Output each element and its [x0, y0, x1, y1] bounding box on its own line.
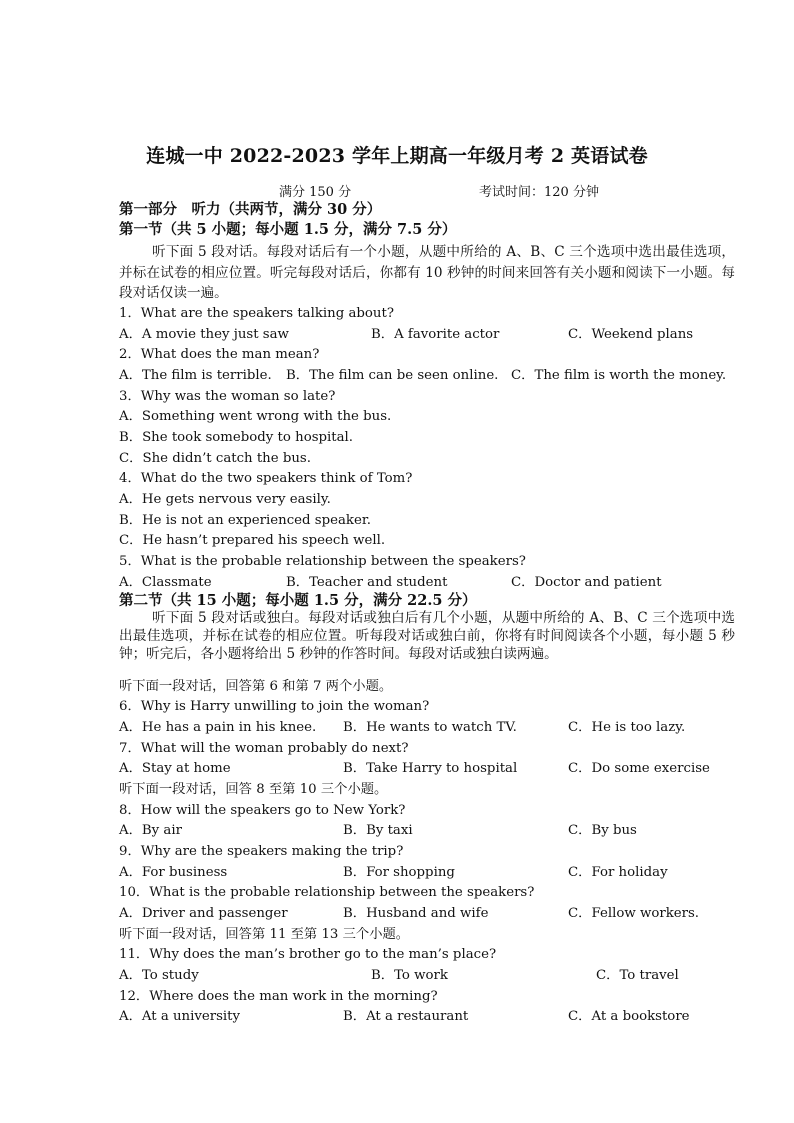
exam-title: 连城一中 2022-2023 学年上期高一年级月考 2 英语试卷	[146, 145, 648, 167]
option-b: B．At a restaurant	[343, 1009, 469, 1024]
question-options	[119, 904, 739, 924]
option-c: C．Doctor and patient	[511, 575, 662, 590]
option-a: A．Classmate	[119, 575, 212, 590]
question-stem: 1．What are the speakers talking about?	[119, 306, 394, 321]
question-stem: 2．What does the man mean?	[119, 347, 320, 362]
option-b: B．To work	[371, 968, 448, 983]
full-score: 满分 150 分	[279, 185, 352, 200]
option-a: A．By air	[119, 823, 182, 838]
question-stem: 8．How will the speakers go to New York?	[119, 803, 406, 818]
option-b: B．Teacher and student	[286, 575, 448, 590]
question-options	[119, 325, 739, 345]
section1-heading: 第一节（共 5 小题；每小题 1.5 分，满分 7.5 分）	[119, 221, 457, 238]
option-b: B．By taxi	[343, 823, 413, 838]
option-c: C．Do some exercise	[568, 761, 710, 776]
option-c: C．He is too lazy.	[568, 720, 686, 735]
option-b: B．For shopping	[343, 865, 455, 880]
option-a: A．A movie they just saw	[119, 327, 289, 342]
option-a: A．Driver and passenger	[119, 906, 288, 921]
option-b: B．He wants to watch TV.	[343, 720, 517, 735]
question-options	[119, 366, 739, 386]
question-options	[119, 863, 739, 883]
option-a: A．He gets nervous very easily.	[119, 492, 331, 507]
question-stem: 12．Where does the man work in the morning?	[119, 989, 438, 1004]
option-c: C．Weekend plans	[568, 327, 694, 342]
question-stem: 7．What will the woman probably do next?	[119, 741, 409, 756]
option-a: A．To study	[119, 968, 199, 983]
question-options	[119, 759, 739, 779]
question-options	[119, 821, 739, 841]
option-b: B．The film can be seen online.	[286, 368, 499, 383]
question-options	[119, 966, 739, 986]
option-a: A．Something went wrong with the bus.	[119, 409, 392, 424]
question-stem: 9．Why are the speakers making the trip?	[119, 844, 404, 859]
question-stem: 5．What is the probable relationship between the speakers?	[119, 554, 526, 569]
option-b: B．Husband and wife	[343, 906, 489, 921]
question-stem: 11．Why does the man’s brother go to the man’s place?	[119, 947, 497, 962]
question-stem: 10．What is the probable relationship between the speakers?	[119, 885, 535, 900]
dialogue-note: 听下面一段对话，回答 8 至第 10 三个小题。	[119, 782, 388, 797]
question-options	[119, 573, 739, 593]
question-options	[119, 1007, 739, 1027]
section2-heading: 第二节（共 15 小题；每小题 1.5 分，满分 22.5 分）	[119, 592, 477, 609]
option-c: C．He hasn’t prepared his speech well.	[119, 533, 386, 548]
option-b: B．She took somebody to hospital.	[119, 430, 354, 445]
option-a: A．The film is terrible.	[119, 368, 272, 383]
option-a: A．For business	[119, 865, 228, 880]
question-stem: 6．Why is Harry unwilling to join the woman?	[119, 699, 430, 714]
question-options	[119, 718, 739, 738]
option-c: C．Fellow workers.	[568, 906, 700, 921]
option-c: C．At a bookstore	[568, 1009, 690, 1024]
section2-instructions: 听下面 5 段对话或独白。每段对话或独白后有几个小题，从题中所给的 A、B、C 三个选项中选出最佳选项，并标在试卷的相应位置。听每段对话或独白前，你将有时间阅读各个小题，每小题 5 秒钟；听完后，各小题将给出 5 秒钟的作答时间。每段对话或独白读两遍。	[119, 610, 735, 662]
option-c: C．She didn’t catch the bus.	[119, 451, 311, 466]
option-b: B．He is not an experienced speaker.	[119, 513, 371, 528]
question-stem: 3．Why was the woman so late?	[119, 389, 336, 404]
part1-heading: 第一部分 听力（共两节，满分 30 分）	[119, 201, 382, 218]
dialogue-note: 听下面一段对话，回答第 6 和第 7 两个小题。	[119, 679, 393, 694]
section1-instructions: 听下面 5 段对话。每段对话后有一个小题，从题中所给的 A、B、C 三个选项中选出最佳选项，并标在试卷的相应位置。听完每段对话后，你都有 10 秒钟的时间来回答有关小题和阅读下一小题。每段对话仅读一遍。	[119, 244, 735, 301]
option-c: C．By bus	[568, 823, 637, 838]
option-a: A．At a university	[119, 1009, 241, 1024]
option-c: C．For holiday	[568, 865, 668, 880]
option-a: A．He has a pain in his knee.	[119, 720, 317, 735]
question-stem: 4．What do the two speakers think of Tom?	[119, 471, 413, 486]
dialogue-note: 听下面一段对话，回答第 11 至第 13 三个小题。	[119, 927, 410, 942]
option-b: B．Take Harry to hospital	[343, 761, 518, 776]
option-a: A．Stay at home	[119, 761, 231, 776]
option-b: B．A favorite actor	[371, 327, 500, 342]
exam-time: 考试时间：120 分钟	[479, 185, 599, 200]
option-c: C．The film is worth the money.	[511, 368, 727, 383]
option-c: C．To travel	[596, 968, 679, 983]
